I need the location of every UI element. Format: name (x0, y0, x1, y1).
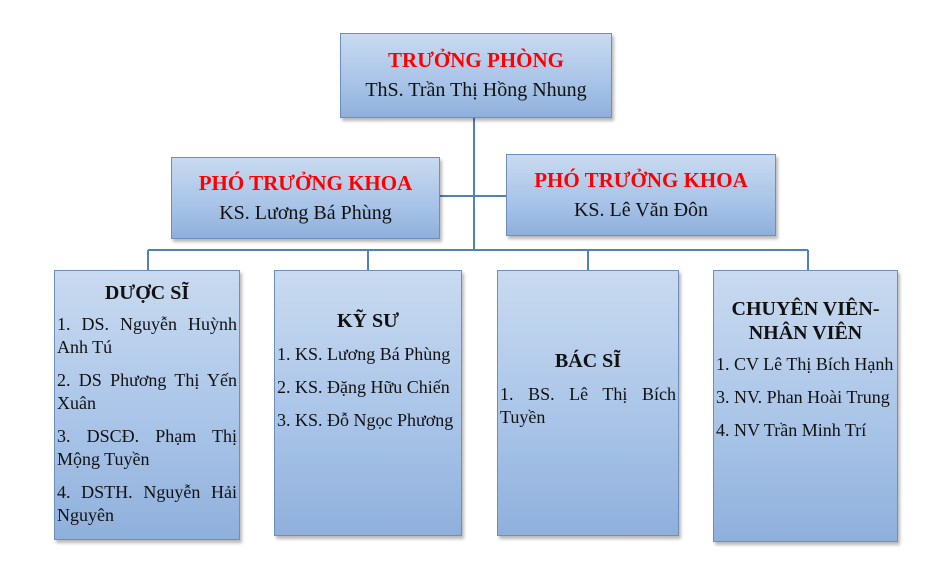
member-item: 1. DS. Nguyễn Huỳnh Anh Tú (57, 314, 237, 357)
head-name: ThS. Trần Thị Hồng Nhung (365, 79, 587, 101)
deputy-name: KS. Lê Văn Đôn (573, 199, 709, 221)
member-item: 4. DSTH. Nguyễn Hải Nguyên (57, 482, 237, 525)
member-item: 4. NV Trần Minh Trí (716, 420, 867, 440)
deputy-title: PHÓ TRƯỞNG KHOA (534, 168, 748, 192)
group-box-staff (713, 270, 898, 542)
member-item: 3. KS. Đỗ Ngọc Phương (277, 410, 454, 430)
group-box-doctors (497, 270, 679, 536)
member-item: 3. NV. Phan Hoài Trung (716, 387, 890, 407)
member-item: 2. DS Phương Thị Yến Xuân (57, 370, 237, 413)
group-title: DƯỢC SĨ (104, 282, 190, 304)
member-item: 3. DSCĐ. Phạm Thị Mộng Tuyền (57, 426, 237, 469)
deputy-box-right (506, 154, 776, 236)
group-box-pharmacists (54, 270, 240, 540)
group-title: KỸ SƯ (336, 310, 400, 332)
member-item: 1. KS. Lương Bá Phùng (277, 344, 451, 364)
group-box-engineers (274, 270, 462, 536)
deputy-name: KS. Lương Bá Phùng (219, 202, 392, 224)
member-item: 1. BS. Lê Thị Bích Tuyền (500, 384, 676, 427)
head-title: TRƯỞNG PHÒNG (388, 48, 564, 72)
group-title: CHUYÊN VIÊN-NHÂN VIÊN (731, 298, 880, 344)
member-item: 2. KS. Đặng Hữu Chiến (277, 377, 450, 397)
deputy-title: PHÓ TRƯỞNG KHOA (198, 171, 413, 195)
member-item: 1. CV Lê Thị Bích Hạnh (716, 354, 894, 374)
group-title: BÁC SĨ (554, 350, 622, 372)
head-box (340, 33, 612, 118)
deputy-box-left (171, 157, 440, 239)
